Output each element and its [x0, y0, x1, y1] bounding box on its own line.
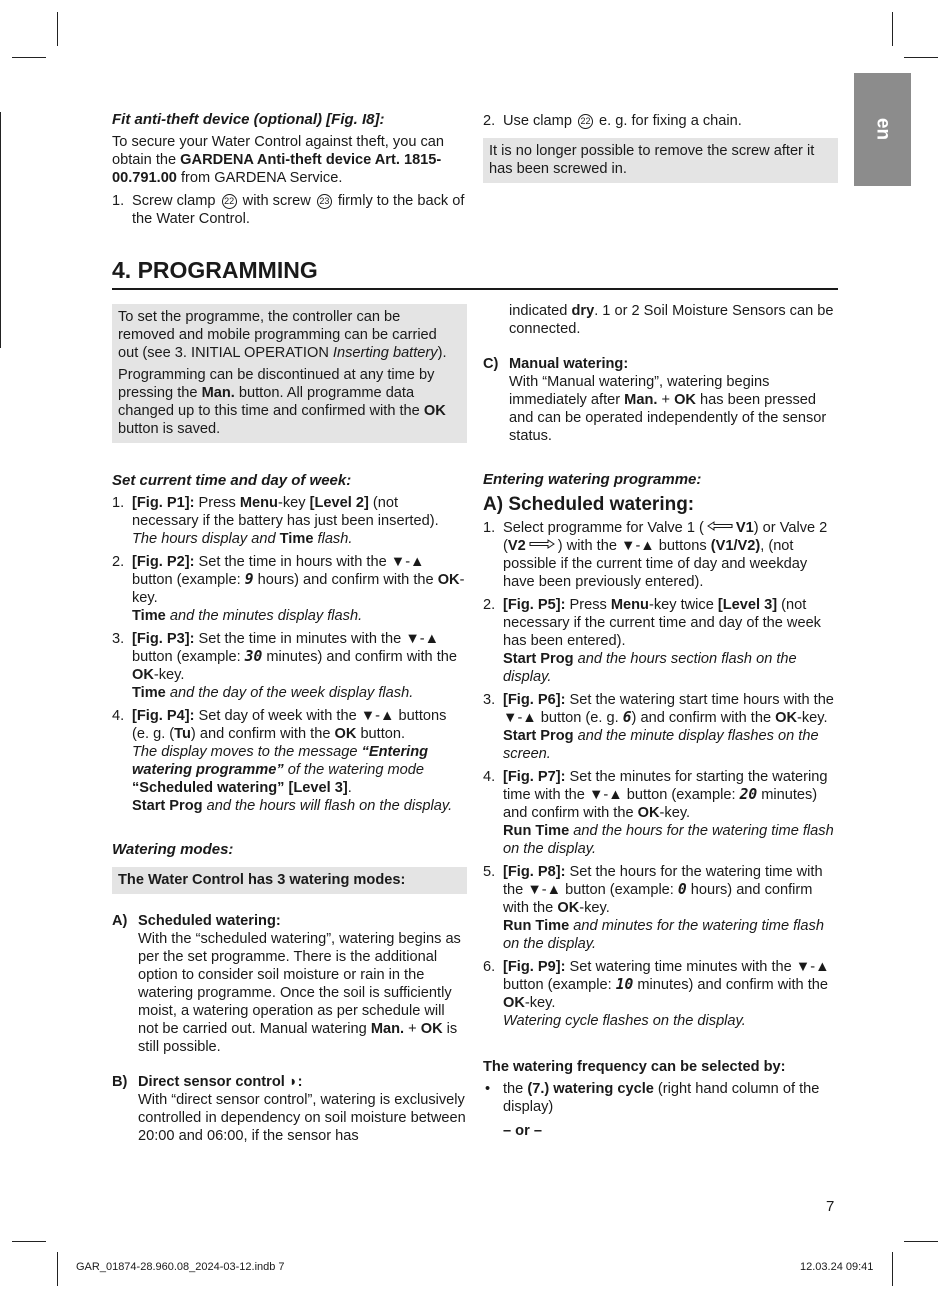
modes-box: The Water Control has 3 watering modes: — [112, 867, 467, 894]
crop-mark — [12, 1241, 46, 1242]
section-title: 4. PROGRAMMING — [112, 256, 838, 290]
clamp-number-icon: 22 — [222, 194, 237, 209]
list-item: 3. [Fig. P6]: Set the watering start time hours with the ▼-▲ button (e. g. 6) and confirm with the OK-key. Start Prog and the minute display flashes on the screen. — [483, 692, 834, 762]
list-item: 1. [Fig. P1]: Press Menu-key [Level 2] (not necessary if the battery has just been inserted). The hours display and Time flash. — [112, 495, 439, 547]
antitheft-continued — [483, 112, 838, 183]
antitheft-section — [112, 111, 467, 228]
mode-scheduled: A) Scheduled watering: With the “scheduled watering”, watering begins as per the set programme. There is the additional option to consider soil moisture or rain in the watering programme. Once the soil is sufficiently moist, a watering operation as per schedule will not be carried out. Manual watering Man. + OK is still possible. — [112, 913, 461, 1055]
antitheft-steps-2 — [483, 112, 838, 130]
mode-manual: C) Manual watering: With “Manual watering”, watering begins immediately after Man. + OK has been pressed and can be operated independently of the sensor status. — [483, 356, 827, 444]
modes-heading: Watering modes: — [112, 841, 234, 858]
clamp-number-icon: 22 — [578, 114, 593, 129]
footer-timestamp: 12.03.24 09:41 — [800, 1261, 874, 1273]
list-item: 4. [Fig. P4]: Set day of week with the ▼-▲ buttons (e. g. (Tu) and confirm with the OK button. The display moves to the message “Entering watering programme” of the watering mode “Scheduled watering” [Level 3]. Start Prog and the hours will flash on the display. — [112, 708, 453, 814]
mode-direct-sensor: B) Direct sensor control ◗: With “direct sensor control”, watering is exclusively controlled in dependency on soil moisture between 20:00 and 06:00, if the sensor has — [112, 1074, 466, 1144]
frequency-or: – or – — [503, 1123, 542, 1139]
left-column — [112, 304, 467, 1145]
arrow-right-icon — [529, 539, 555, 549]
screw-number-icon: 23 — [317, 194, 332, 209]
frequency-list — [483, 1080, 838, 1116]
set-time-heading: Set current time and day of week: — [112, 472, 352, 489]
language-tab: en — [854, 73, 911, 186]
crop-mark — [904, 57, 938, 58]
mode-direct-sensor-continued: indicated dry. 1 or 2 Soil Moisture Sensors can be connected. — [509, 303, 834, 337]
list-item: 5. [Fig. P8]: Set the hours for the watering time with the ▼-▲ button (example: 0 hours) and confirm with the OK-key. Run Time and minutes for the watering time flash on the display. — [483, 864, 824, 952]
crop-mark — [57, 1252, 58, 1286]
arrow-left-icon — [707, 521, 733, 531]
list-item: 2. [Fig. P5]: Press Menu-key twice [Level 3] (not necessary if the current time and day of the week has been entered). Start Prog and the hours section flash on the display. — [483, 597, 821, 685]
crop-mark — [0, 112, 1, 348]
frequency-heading: The watering frequency can be selected by: — [483, 1059, 786, 1075]
list-item: 3. [Fig. P3]: Set the time in minutes with the ▼-▲ button (example: 30 minutes) and confirm with the OK-key. Time and the day of the week display flash. — [112, 631, 458, 701]
antitheft-note: It is no longer possible to remove the screw after it has been screwed in. — [483, 138, 838, 183]
crop-mark — [904, 1241, 938, 1242]
list-item: 1. Select programme for Valve 1 ( V1) or Valve 2 (V2 ) with the ▼-▲ buttons (V1/V2), (not possible if the current time of day and weekday have been previously entered). — [483, 520, 828, 590]
crop-mark — [892, 12, 893, 46]
list-item: 6. [Fig. P9]: Set watering time minutes with the ▼-▲ button (example: 10 minutes) and confirm with the OK-key. Watering cycle flashes on the display. — [483, 959, 830, 1029]
list-item: 2. Use clamp 22 e. g. for fixing a chain. — [483, 113, 742, 129]
crop-mark — [12, 57, 46, 58]
entering-heading: Entering watering programme: — [483, 471, 702, 488]
entering-subheading: A) Scheduled watering: — [483, 494, 695, 515]
list-item: 4. [Fig. P7]: Set the minutes for starting the watering time with the ▼-▲ button (example: 20 minutes) and confirm with the OK-key. Run Time and the hours for the watering time flash on the display. — [483, 769, 834, 857]
antitheft-steps — [112, 192, 467, 228]
antitheft-heading: Fit anti-theft device (optional) [Fig. I8]: — [112, 111, 385, 128]
set-time-steps — [112, 494, 467, 815]
page-number: 7 — [826, 1198, 835, 1215]
antitheft-intro: To secure your Water Control against theft, you can obtain the GARDENA Anti-theft device Art. 1815-00.791.00 from GARDENA Service. — [112, 134, 445, 186]
intro-box: To set the programme, the controller can be removed and mobile programming can be carried out (see 3. INITIAL OPERATION Inserting battery). Programming can be discontinued at any time by pressing the Man. button. All programme data changed up to this time and confirmed with the OK button is saved. — [112, 304, 467, 443]
right-column — [483, 302, 838, 1140]
list-item: • the (7.) watering cycle (right hand column of the display) — [483, 1080, 838, 1116]
footer-filename: GAR_01874-28.960.08_2024-03-12.indb 7 — [76, 1261, 285, 1273]
list-item: 2. [Fig. P2]: Set the time in hours with the ▼-▲ button (example: 9 hours) and confirm with the OK-key. Time and the minutes display flash. — [112, 554, 465, 624]
crop-mark — [57, 12, 58, 46]
entering-steps — [483, 519, 838, 1030]
list-item: 1. Screw clamp 22 with screw 23 firmly to the back of the Water Control. — [112, 193, 465, 227]
crop-mark — [892, 1252, 893, 1286]
